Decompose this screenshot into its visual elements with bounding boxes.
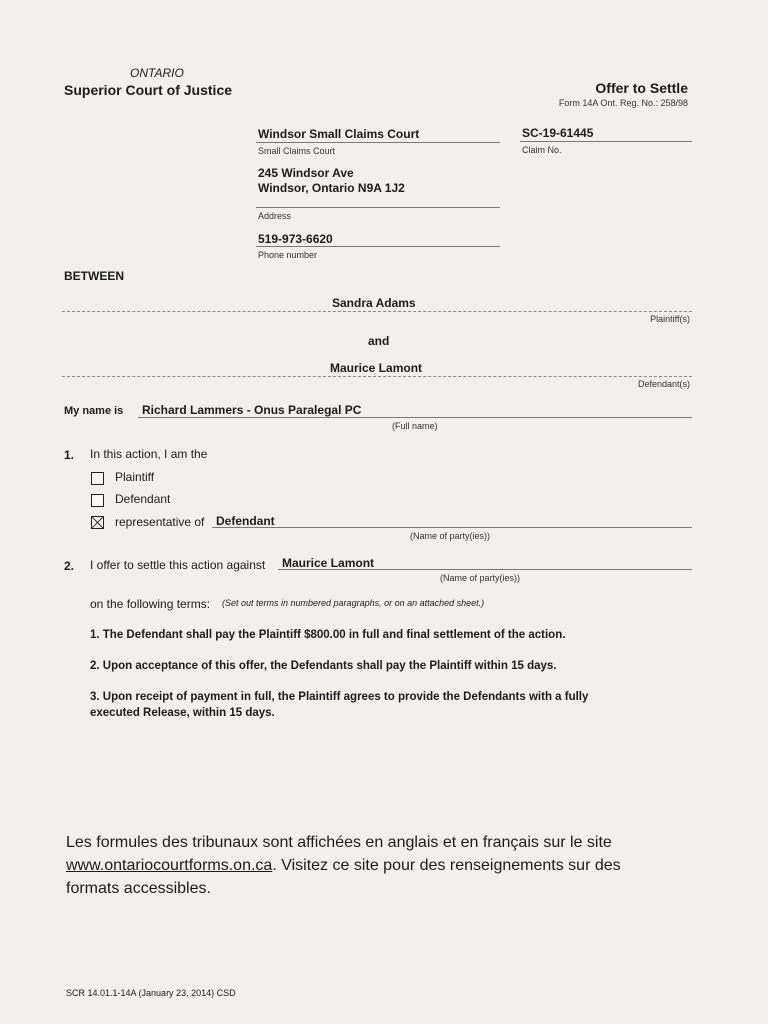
between-label: BETWEEN	[64, 269, 124, 283]
french-notice-line2	[66, 857, 621, 875]
defendant-name: Maurice Lamont	[330, 361, 423, 375]
section2-intro: I offer to settle this action against	[90, 558, 266, 572]
ontario-court-forms-link[interactable]: www.ontariocourtforms.on.ca	[66, 857, 273, 874]
section1-caption: (Name of party(ies))	[410, 531, 491, 541]
representative-checkbox[interactable]	[91, 516, 104, 529]
defendant-checkbox[interactable]	[91, 494, 104, 507]
term-2: 2. Upon acceptance of this offer, the Defendants shall pay the Plaintiff within 15 days.	[90, 660, 557, 672]
court-phone-value: 519-973-6620	[258, 232, 333, 246]
defendant-label: Defendant(s)	[637, 379, 690, 389]
plaintiff-name: Sandra Adams	[332, 296, 416, 310]
terms-label: on the following terms:	[90, 597, 211, 611]
french-notice-line3: formats accessibles.	[66, 880, 211, 897]
and-label: and	[368, 334, 390, 348]
term-3-line2: executed Release, within 15 days.	[90, 707, 275, 719]
french-notice-line1: Les formules des tribunaux sont affichées en anglais et en français sur le site	[66, 834, 612, 851]
my-name-prefix: My name is	[64, 405, 124, 417]
term-3-line1: 3. Upon receipt of payment in full, the Plaintiff agrees to provide the Defendants with a fully	[90, 691, 589, 703]
form-footer-code: SCR 14.01.1-14A (January 23, 2014) CSD	[66, 988, 236, 998]
my-name-value: Richard Lammers - Onus Paralegal PC	[142, 403, 362, 417]
plaintiff-checkbox[interactable]	[91, 472, 104, 485]
claim-number-value: SC-19-61445	[522, 126, 594, 140]
plaintiff-label: Plaintiff(s)	[650, 314, 690, 324]
my-name-caption: (Full name)	[392, 421, 438, 431]
court-address-line1: 245 Windsor Ave	[258, 166, 354, 180]
court-name-label: Small Claims Court	[258, 146, 336, 156]
representative-of-value: Defendant	[216, 514, 275, 528]
court-address-line2: Windsor, Ontario N9A 1J2	[258, 181, 405, 195]
claim-number-label: Claim No.	[522, 145, 562, 155]
court-name-value: Windsor Small Claims Court	[258, 127, 420, 141]
terms-hint: (Set out terms in numbered paragraphs, or on an attached sheet.)	[222, 598, 485, 608]
form-title: Offer to Settle	[595, 80, 688, 96]
court-address-label: Address	[258, 211, 292, 221]
form-reference: Form 14A Ont. Reg. No.: 258/98	[558, 98, 688, 108]
representative-option-label: representative of	[115, 515, 205, 529]
section1-number: 1.	[64, 448, 75, 462]
section2-number: 2.	[64, 559, 75, 573]
section2-caption: (Name of party(ies))	[440, 573, 521, 583]
section1-intro: In this action, I am the	[90, 447, 208, 461]
offer-against-value: Maurice Lamont	[282, 556, 375, 570]
court-phone-label: Phone number	[258, 250, 318, 260]
plaintiff-option-label: Plaintiff	[115, 470, 155, 484]
term-1: 1. The Defendant shall pay the Plaintiff $800.00 in full and final settlement of the action.	[90, 629, 566, 641]
french-notice-line2-rest: . Visitez ce site pour des renseignements sur des	[272, 857, 621, 874]
jurisdiction-label: ONTARIO	[130, 66, 184, 80]
defendant-option-label: Defendant	[115, 492, 171, 506]
court-name-heading: Superior Court of Justice	[64, 82, 233, 98]
